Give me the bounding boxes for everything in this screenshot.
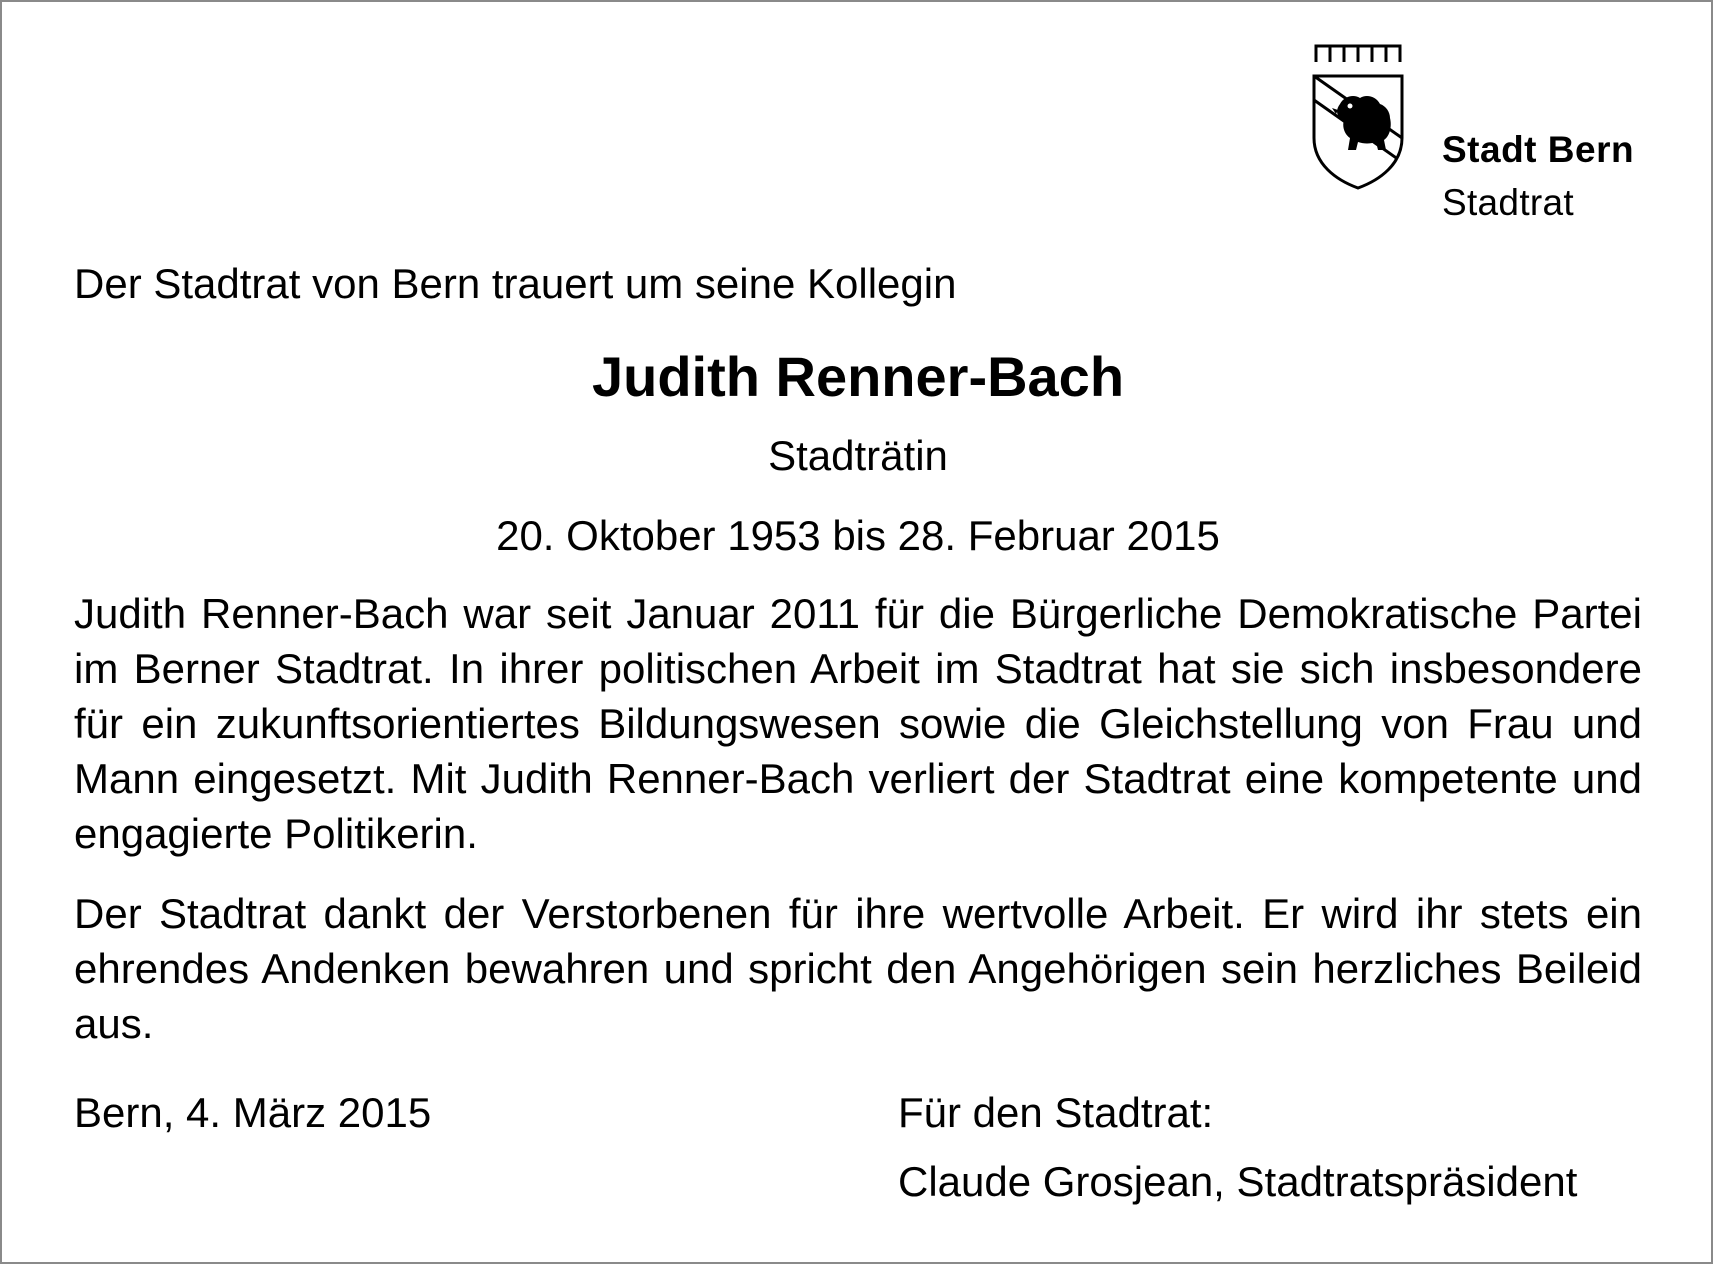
place-date: Bern, 4. März 2015 bbox=[74, 1089, 432, 1136]
deceased-name: Judith Renner-Bach bbox=[591, 345, 1125, 408]
intro-line: Der Stadtrat von Bern trauert um seine Kollegin bbox=[74, 260, 957, 307]
life-dates: 20. Oktober 1953 bis 28. Februar 2015 bbox=[496, 512, 1220, 559]
org-subtitle: Stadtrat bbox=[1442, 182, 1574, 223]
org-name: Stadt Bern bbox=[1442, 129, 1635, 170]
bern-coat-of-arms-icon bbox=[1310, 40, 1406, 190]
signature-label: Für den Stadtrat: bbox=[898, 1089, 1214, 1136]
deceased-role: Stadträtin bbox=[768, 432, 948, 479]
paragraph-tribute: Judith Renner-Bach war seit Januar 2011 für die Bürgerliche Demokratische Partei im Berner Stadtrat. In ihrer politischen Arbeit im Stadtrat hat sie sich insbesondere für ein zukunftsorientiertes Bildungswesen sowie die Gleichstellung von Frau und Mann eingesetzt. Mit Judith Renner-Bach verliert der Stadtrat eine kompetente und engagierte Politikerin. bbox=[74, 590, 1642, 857]
paragraph-thanks: Der Stadtrat dankt der Verstorbenen für ihre wertvolle Arbeit. Er wird ihr stets ein ehrendes Andenken bewahren und spricht den Angehörigen sein herzliches Beileid aus. bbox=[74, 890, 1642, 1047]
signatory: Claude Grosjean, Stadtratspräsident bbox=[898, 1158, 1578, 1205]
